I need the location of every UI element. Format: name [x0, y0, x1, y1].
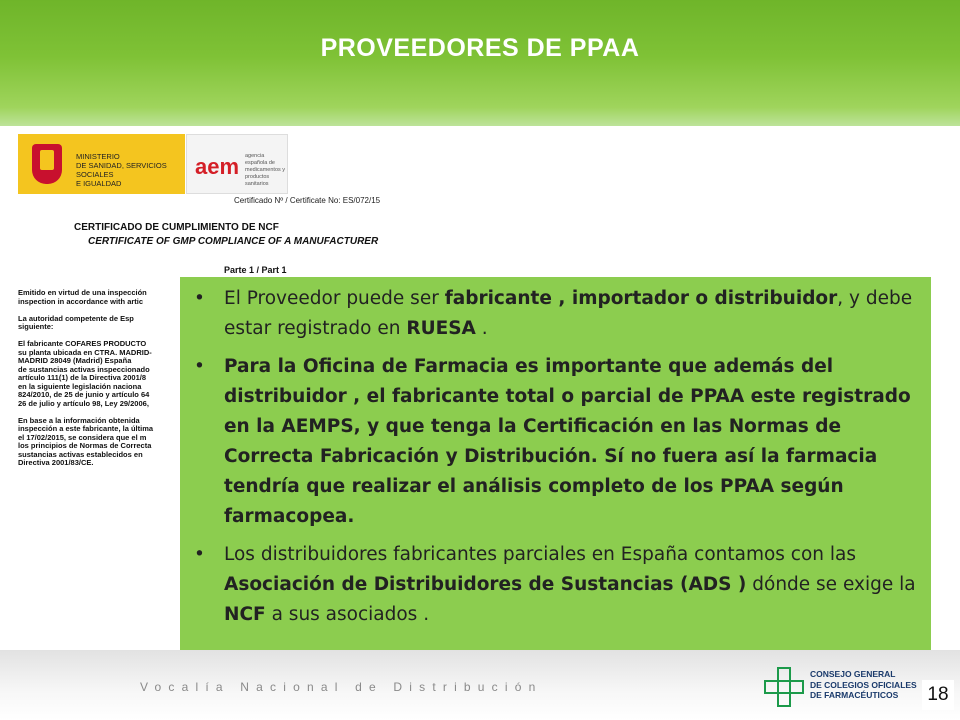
certificate-part-label: Parte 1 / Part 1 [224, 265, 287, 275]
certificate-line: siguiente: [18, 322, 54, 331]
bullet-text: . [475, 318, 488, 339]
certificate-line: Directiva 2001/83/CE. [18, 458, 94, 467]
certificate-subtitle: CERTIFICATE OF GMP COMPLIANCE OF A MANUFACTURER [88, 236, 379, 247]
certificate-line: 26 de julio y artículo 98, Ley 29/2006, [18, 398, 149, 408]
certificate-line: de sustancias activas inspeccionado [18, 364, 150, 374]
council-logo [764, 663, 917, 713]
certificate-line: en la siguiente legislación naciona [18, 381, 142, 391]
coat-of-arms-icon [32, 144, 62, 184]
bullet-text: fabricante , importador o distribuidor [444, 288, 838, 309]
pharmacy-cross-icon [764, 667, 804, 707]
bullet-text: a sus asociados . [265, 604, 430, 625]
council-name: CONSEJO GENERAL DE COLEGIOS OFICIALES DE FARMACÉUTICOS [810, 669, 917, 700]
bullet-text: , y debe estar registrado en [224, 288, 913, 339]
agency-mark: aem [195, 154, 240, 179]
bullet-item [190, 352, 918, 532]
certificate-line: inspección a este fabricante, la última [18, 424, 154, 433]
bullet-item [190, 284, 918, 344]
bullet-text: RUESA [406, 318, 476, 339]
bullet-text: dónde se exige la [746, 574, 916, 595]
slide-title: PROVEEDORES DE PPAA [320, 34, 640, 62]
bullet-text: Para la Oficina de Farmacia es importante que además del distribuidor , el fabricante total o parcial de PPAA este registrado en la AEMPS, y que tenga la Certificación en las Normas de Correcta Fabricación y Distribución. Sí no fuera así la farmacia tendría que realizar el análisis completo de los PPAA según farmacopea. [224, 356, 911, 527]
certificate-line: inspection in accordance with artic [18, 296, 144, 306]
certificate-line: el 17/02/2015, se considera que el m [18, 432, 147, 442]
certificate-line: artículo 111(1) de la Directiva 2001/8 [18, 373, 146, 382]
bullet-text: NCF [224, 604, 266, 625]
bullet-text: Asociación de Distribuidores de Sustancias (ADS ) [224, 574, 747, 595]
bullet-list [190, 284, 918, 638]
certificate-line: MADRID 28049 (Madrid) España [18, 356, 132, 365]
bullet-item [190, 540, 918, 630]
footer-text: Vocalía Nacional de Distribución [140, 680, 543, 694]
certificate-line: En base a la información obtenida [18, 415, 140, 425]
bullet-text: El Proveedor puede ser [224, 288, 445, 309]
ministry-name: MINISTERIO DE SANIDAD, SERVICIOS SOCIALES E IGUALDAD [76, 152, 167, 188]
certificate-line: El fabricante COFARES PRODUCTO [18, 339, 147, 348]
certificate-number: Certificado Nº / Certificate No: ES/072/15 [234, 196, 381, 205]
certificate-line: sustancias activas establecidos en [18, 449, 143, 459]
certificate-line: su planta ubicada en CTRA. MADRID- [18, 347, 152, 357]
page-number: 18 [922, 680, 954, 710]
certificate-logos [18, 134, 288, 194]
certificate-line: Emitido en virtud de una inspección [18, 288, 147, 297]
agency-logo [186, 134, 288, 194]
bullet-text: Los distribuidores fabricantes parciales en España contamos con las [224, 544, 857, 565]
certificate-line: 824/2010, de 25 de junio y artículo 64 [18, 390, 150, 399]
header-banner [0, 0, 960, 126]
certificate-line: los principios de Normas de Correcta [18, 441, 152, 450]
certificate-title: CERTIFICADO DE CUMPLIMIENTO DE NCF [74, 222, 279, 233]
agency-name: agencia española de medicamentos y productos sanitarios [245, 153, 286, 187]
certificate-line: La autoridad competente de Esp [18, 313, 134, 323]
ministry-logo [18, 134, 185, 194]
